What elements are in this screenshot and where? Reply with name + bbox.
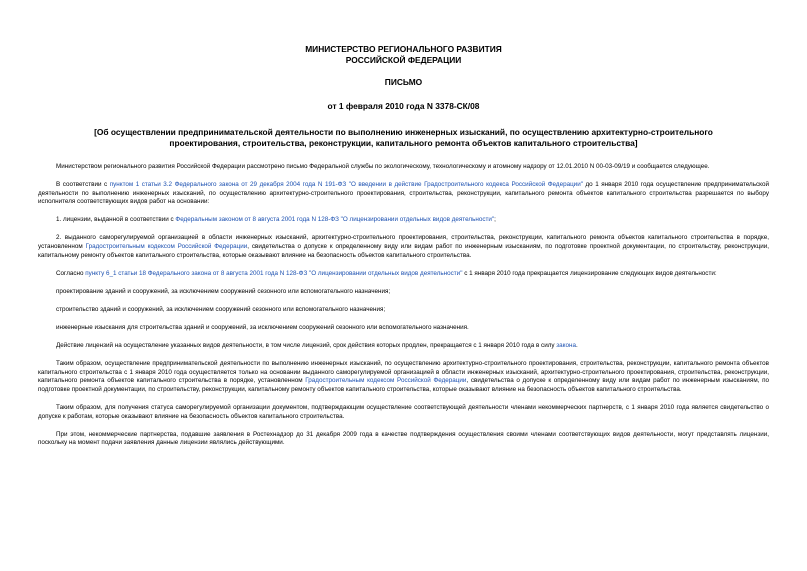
ministry-name-line1: МИНИСТЕРСТВО РЕГИОНАЛЬНОГО РАЗВИТИЯ: [305, 44, 502, 54]
text: 2. выданного саморегулируемой организацией в области инженерных изысканий, архитектурно-строительного проектирования, строительства, реконструкции, капитального ремонта объектов капитального строительства в порядке, установленном: [38, 234, 769, 251]
paragraph-intro: Министерством регионального развития Российской Федерации рассмотрено письмо Федеральной службы по экологическому, технологическому и атомному надзору от 12.01.2010 N 00-03-09/19 и сообщается следующее.: [56, 163, 710, 170]
paragraph-license-termination: [38, 342, 769, 351]
text: .: [576, 342, 578, 350]
paragraph-according: [38, 270, 769, 279]
text: , свидетельства о допуске к определенному виду или видам работ по инженерным изысканиям, по подготовке проектной документации, по строительству, реконструкции, капитальному ремонту объектов капитального строительства, которые оказывают влияние на безопасность объектов капитального строительства.: [38, 377, 769, 393]
document-body: [38, 163, 769, 448]
text: ;: [494, 216, 496, 224]
document-type: ПИСЬМО: [384, 77, 423, 87]
ministry-name-line2: РОССИЙСКОЙ ФЕДЕРАЦИИ: [345, 54, 462, 65]
law-128fz-link[interactable]: Федеральным законом от 8 августа 2001 года N 128-ФЗ "О лицензировании отдельных видов деятельности": [175, 216, 495, 224]
document-title: [Об осуществлении предпринимательской деятельности по выполнению инженерных изысканий, по осуществлению архитектурно-строительного проектирования, строительства, реконструкции, капитального ремонта объектов капитального строительства]: [94, 127, 713, 148]
grad-code-link-2[interactable]: Градостроительным кодексом Российской Федерации: [305, 377, 467, 385]
grad-code-link[interactable]: Градостроительным кодексом Российской Федерации: [85, 243, 248, 251]
paragraph-partnerships: При этом, некоммерческие партнерства, подавшие заявления в Ростехнадзор до 31 декабря 2009 года в качестве подтверждения осуществления своими членами соответствующих видов деятельности, могут представлять лицензии, поскольку на момент подачи заявления данные лицензии являлись действующими.: [38, 430, 769, 447]
text: с 1 января 2010 года прекращается лицензирование следующих видов деятельности:: [462, 269, 717, 277]
paragraph-conclusion: [38, 360, 769, 394]
text: В соответствии с: [56, 181, 110, 189]
paragraph-basis: [38, 181, 769, 207]
text: до 1 января 2010 года осуществление предпринимательской деятельности по выполнению инженерных изысканий, по осуществлению архитектурно-строительного проектирования, строительства, реконструкции, капитального ремонта объектов капитального строительства разрешается по выбору исполнителя соответствующих видов работ на основании:: [38, 181, 769, 206]
law-191fz-link[interactable]: пунктом 1 статьи 3.2 Федерального закона от 29 декабря 2004 года N 191-ФЗ "О введении в действие Градостроительного кодекса Российской Федерации": [109, 181, 583, 189]
text: , свидетельства о допуске к определенному виду или видам работ по инженерным изысканиям, по подготовке проектной документации, по строительству, реконструкции, капитальному ремонту объектов капитального строительства, которые оказывают влияние на безопасность объектов капитального строительства.: [38, 243, 769, 259]
paragraph-sro-status: Таким образом, для получения статуса саморегулируемой организации документом, подтверждающим осуществление соответствующей деятельности членами некоммерческих партнерств, с 1 января 2010 года является свидетельство о допуске к работам, которые оказывают влияние на безопасность объектов капитального строительства.: [38, 404, 769, 420]
paragraph-surveys: инженерные изыскания для строительства зданий и сооружений, за исключением сооружений сезонного или вспомогательного назначения.: [56, 324, 469, 332]
paragraph-item-1: [38, 216, 769, 225]
law-link[interactable]: закона: [556, 342, 576, 350]
text: Таким образом, осуществление предпринимательской деятельности по выполнению инженерных изысканий, по осуществлению архитектурно-строительного проектирования, строительства, реконструкции, капитального ремонта объектов капитального строительства с 1 января 2010 года осуществляется только на основании выданного саморегулируемой организацией в области инженерных изысканий, архитектурно-строительного проектирования, строительства, реконструкции, капитального ремонта объектов капитального строительства в порядке, установленном: [38, 360, 769, 385]
law-128fz-article18-link[interactable]: пункту 6_1 статьи 18 Федерального закона от 8 августа 2001 года N 128-ФЗ "О лицензировании отдельных видов деятельности": [85, 269, 463, 277]
text: Действие лицензий на осуществление указанных видов деятельности, в том числе лицензий, срок действия которых продлен, прекращается с 1 января 2010 года в силу: [56, 342, 557, 350]
paragraph-construction: строительство зданий и сооружений, за исключением сооружений сезонного или вспомогательного назначения;: [56, 305, 386, 313]
paragraph-design: проектирование зданий и сооружений, за исключением сооружений сезонного или вспомогательного назначения;: [56, 287, 391, 295]
document-date-number: от 1 февраля 2010 года N 3378-СК/08: [327, 100, 480, 111]
paragraph-item-2: [38, 234, 769, 260]
text: 1. лицензии, выданной в соответствии с: [56, 216, 176, 224]
text: Согласно: [56, 269, 86, 277]
